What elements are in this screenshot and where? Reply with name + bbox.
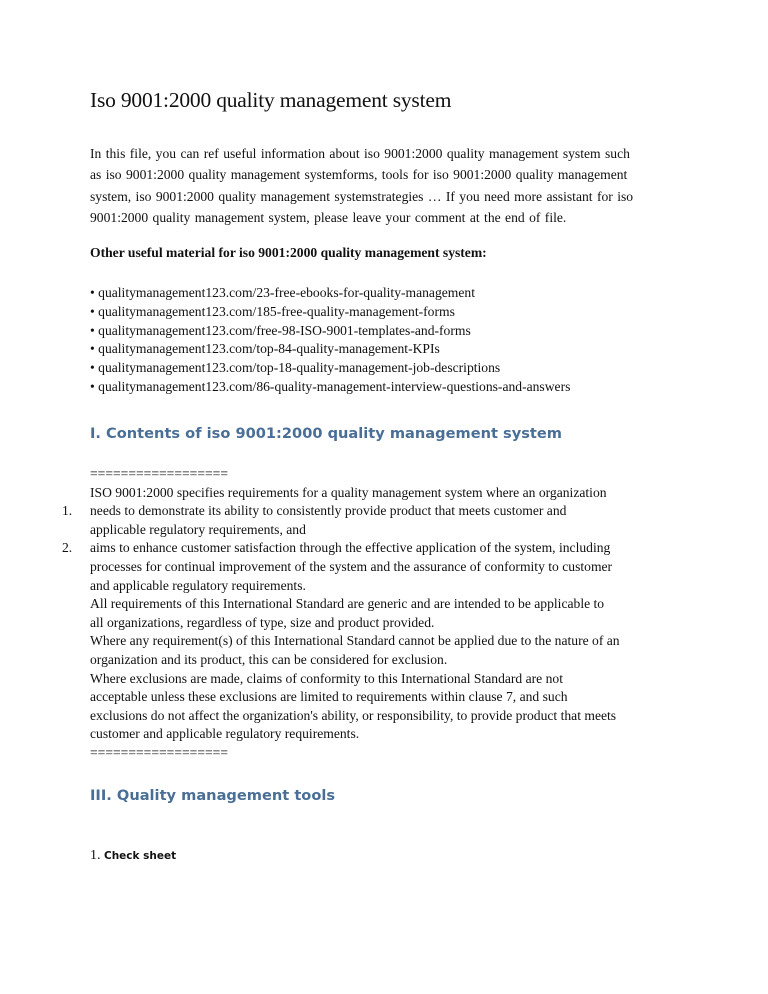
- intro-line: system, iso 9001:2000 quality management systemstrategies … If you need more assistant for iso: [90, 188, 634, 204]
- paragraph-line: organization and its product, this can be considered for exclusion.: [90, 651, 448, 667]
- intro-line: 9001:2000 quality management system, please leave your comment at the end of file.: [90, 210, 567, 226]
- other-material-heading: Other useful material for iso 9001:2000 quality management system:: [90, 245, 487, 260]
- requirements-intro: ISO 9001:2000 specifies requirements for a quality management system where an organization: [90, 484, 607, 500]
- material-link-list: [90, 284, 570, 397]
- separator-line: ==================: [90, 466, 228, 481]
- item-number: 1.: [62, 503, 73, 519]
- material-link[interactable]: • qualitymanagement123.com/86-quality-management-interview-questions-and-answers: [90, 378, 571, 394]
- subsection-check-sheet: [90, 848, 176, 864]
- section-heading-tools: III. Quality management tools: [90, 787, 336, 804]
- item-continuation: applicable regulatory requirements, and: [90, 521, 306, 537]
- section-heading-contents: I. Contents of iso 9001:2000 quality management system: [90, 425, 563, 442]
- material-link[interactable]: • qualitymanagement123.com/top-84-quality-management-KPIs: [90, 341, 440, 357]
- requirements-block: [62, 465, 690, 763]
- document-title: Iso 9001:2000 quality management system: [90, 88, 452, 112]
- paragraph-line: customer and applicable regulatory requirements.: [90, 726, 360, 742]
- item-text: aims to enhance customer satisfaction through the effective application of the system, including: [90, 540, 611, 556]
- intro-line: In this file, you can ref useful information about iso 9001:2000 quality management system such: [90, 146, 630, 161]
- item-continuation: and applicable regulatory requirements.: [90, 577, 306, 593]
- paragraph-line: Where exclusions are made, claims of conformity to this International Standard are not: [90, 670, 563, 686]
- subsection-number: 1.: [90, 848, 101, 863]
- material-link[interactable]: • qualitymanagement123.com/top-18-quality-management-job-descriptions: [90, 360, 501, 376]
- paragraph-line: All requirements of this International Standard are generic and are intended to be applicable to: [90, 596, 605, 612]
- paragraph-line: all organizations, regardless of type, size and product provided.: [90, 614, 435, 630]
- subsection-label: Check sheet: [104, 850, 177, 862]
- material-link[interactable]: • qualitymanagement123.com/23-free-ebooks-for-quality-management: [90, 285, 475, 300]
- paragraph-line: Where any requirement(s) of this International Standard cannot be applied due to the nature of an: [90, 633, 620, 649]
- numbered-item-1: [62, 502, 690, 521]
- item-text: needs to demonstrate its ability to consistently provide product that meets customer and: [90, 503, 567, 519]
- intro-line: as iso 9001:2000 quality management systemforms, tools for iso 9001:2000 quality management: [90, 167, 628, 183]
- item-continuation: processes for continual improvement of the system and the assurance of conformity to customer: [90, 558, 613, 574]
- item-number: 2.: [62, 540, 73, 556]
- numbered-item-2: [62, 539, 690, 558]
- intro-paragraph: [90, 143, 690, 229]
- paragraph-line: exclusions do not affect the organization's ability, or responsibility, to provide product that meets: [90, 707, 617, 723]
- paragraph-line: acceptable unless these exclusions are limited to requirements within clause 7, and such: [90, 689, 568, 705]
- separator-line: ==================: [90, 744, 228, 760]
- material-link[interactable]: • qualitymanagement123.com/free-98-ISO-9001-templates-and-forms: [90, 322, 471, 338]
- material-link[interactable]: • qualitymanagement123.com/185-free-quality-management-forms: [90, 303, 455, 319]
